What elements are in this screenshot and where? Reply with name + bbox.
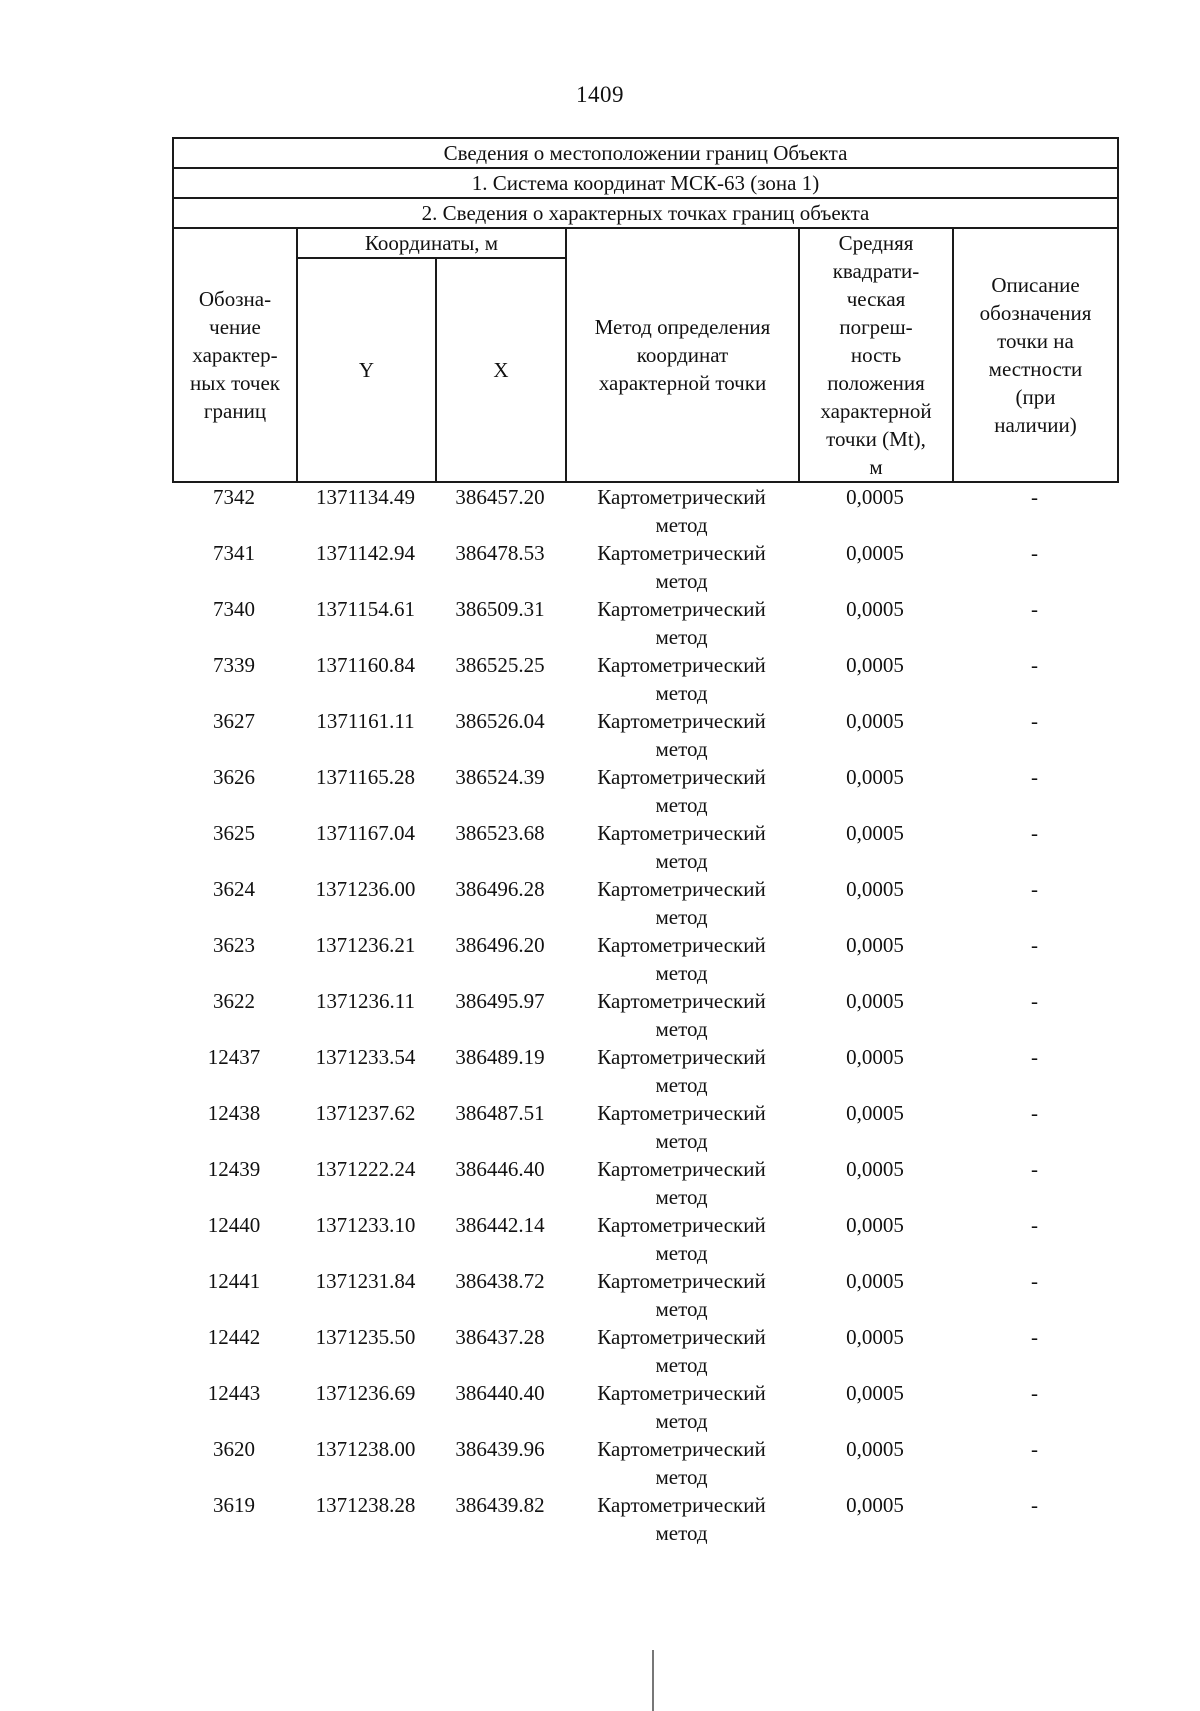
method-cell: Картометрический метод (597, 1381, 766, 1433)
coord-y-cell: 1371233.10 (315, 1213, 416, 1237)
mean-error-cell: 0,0005 (846, 877, 904, 901)
table-row (172, 1267, 1117, 1323)
table-header (172, 137, 1119, 483)
point-id-cell: 7341 (213, 541, 255, 565)
coord-y-cell: 1371235.50 (315, 1325, 416, 1349)
table-row (172, 483, 1117, 539)
method-cell: Картометрический метод (597, 1157, 766, 1209)
table-row (172, 875, 1117, 931)
point-description-cell: - (1031, 1493, 1038, 1517)
page-number: 1409 (576, 82, 624, 107)
coord-y-cell: 1371236.11 (316, 989, 415, 1013)
point-description-cell: - (1031, 1325, 1038, 1349)
y-header: Y (297, 258, 436, 482)
mean-error-cell: 0,0005 (846, 597, 904, 621)
coordinate-system: 1. Система координат МСК-63 (зона 1) (173, 168, 1118, 198)
table-row (172, 1099, 1117, 1155)
table-row (172, 707, 1117, 763)
point-description-cell: - (1031, 709, 1038, 733)
table-row (172, 1155, 1117, 1211)
point-id-cell: 3619 (213, 1493, 255, 1517)
method-cell: Картометрический метод (597, 1325, 766, 1377)
method-cell: Картометрический метод (597, 1493, 766, 1545)
point-id-cell: 3627 (213, 709, 255, 733)
point-id-cell: 3622 (213, 989, 255, 1013)
coord-x-cell: 386457.20 (455, 485, 545, 509)
coord-x-cell: 386496.28 (455, 877, 545, 901)
mean-error-cell: 0,0005 (846, 1213, 904, 1237)
coord-x-cell: 386439.96 (455, 1437, 545, 1461)
coord-x-cell: 386478.53 (455, 541, 545, 565)
point-description-cell: - (1031, 1045, 1038, 1069)
method-cell: Картометрический метод (597, 709, 766, 761)
coord-x-cell: 386487.51 (455, 1101, 545, 1125)
point-description-cell: - (1031, 653, 1038, 677)
point-description-cell: - (1031, 821, 1038, 845)
coord-x-cell: 386496.20 (455, 933, 545, 957)
coord-x-cell: 386446.40 (455, 1157, 545, 1181)
coordinates-header: Координаты, м (297, 228, 566, 258)
table-row (172, 763, 1117, 819)
point-description-cell: - (1031, 541, 1038, 565)
table-row (172, 1043, 1117, 1099)
mean-error-cell: 0,0005 (846, 1101, 904, 1125)
x-header: X (436, 258, 566, 482)
mean-error-cell: 0,0005 (846, 541, 904, 565)
point-id-cell: 3624 (213, 877, 255, 901)
method-cell: Картометрический метод (597, 653, 766, 705)
method-cell: Картометрический метод (597, 989, 766, 1041)
coord-x-cell: 386526.04 (455, 709, 545, 733)
method-cell: Картометрический метод (597, 933, 766, 985)
mean-error-cell: 0,0005 (846, 1325, 904, 1349)
method-cell: Картометрический метод (597, 765, 766, 817)
table-row (172, 1435, 1117, 1491)
method-cell: Картометрический метод (597, 1269, 766, 1321)
mean-error-header: Средняя квадрати- ческая погреш- ность положения характерной точки (Mt), м (799, 228, 953, 482)
point-description-cell: - (1031, 765, 1038, 789)
point-id-cell: 12439 (207, 1157, 261, 1181)
mean-error-cell: 0,0005 (846, 1381, 904, 1405)
table-row (172, 1211, 1117, 1267)
coord-y-cell: 1371237.62 (315, 1101, 416, 1125)
coord-x-cell: 386523.68 (455, 821, 545, 845)
table-row (172, 651, 1117, 707)
point-description-cell: - (1031, 877, 1038, 901)
method-cell: Картометрический метод (597, 821, 766, 873)
point-id-cell: 12443 (207, 1381, 261, 1405)
table-row (172, 987, 1117, 1043)
point-designation-header: Обозна- чение характер- ных точек границ (173, 228, 297, 482)
point-id-cell: 12442 (207, 1325, 261, 1349)
point-description-cell: - (1031, 933, 1038, 957)
point-description-cell: - (1031, 1213, 1038, 1237)
point-description-cell: - (1031, 1437, 1038, 1461)
table-row (172, 931, 1117, 987)
point-description-cell: - (1031, 989, 1038, 1013)
boundary-table (172, 137, 1117, 1547)
coord-x-cell: 386489.19 (455, 1045, 545, 1069)
table-row (172, 1379, 1117, 1435)
mean-error-cell: 0,0005 (846, 1437, 904, 1461)
mean-error-cell: 0,0005 (846, 821, 904, 845)
mean-error-cell: 0,0005 (846, 485, 904, 509)
coord-x-cell: 386440.40 (455, 1381, 545, 1405)
method-cell: Картометрический метод (597, 485, 766, 537)
coord-y-cell: 1371233.54 (315, 1045, 416, 1069)
point-description-cell: - (1031, 1269, 1038, 1293)
coord-x-cell: 386509.31 (455, 597, 545, 621)
mean-error-cell: 0,0005 (846, 765, 904, 789)
coord-y-cell: 1371165.28 (316, 765, 415, 789)
table-row (172, 1491, 1117, 1547)
coord-x-cell: 386439.82 (455, 1493, 545, 1517)
coord-x-cell: 386495.97 (455, 989, 545, 1013)
coord-y-cell: 1371161.11 (316, 709, 415, 733)
coord-y-cell: 1371236.69 (315, 1381, 416, 1405)
point-description-cell: - (1031, 597, 1038, 621)
method-cell: Картометрический метод (597, 877, 766, 929)
coord-x-cell: 386438.72 (455, 1269, 545, 1293)
method-cell: Картометрический метод (597, 1213, 766, 1265)
table-row (172, 595, 1117, 651)
method-cell: Картометрический метод (597, 541, 766, 593)
point-description-cell: - (1031, 1381, 1038, 1405)
coord-y-cell: 1371134.49 (316, 485, 415, 509)
point-id-cell: 12441 (207, 1269, 261, 1293)
mean-error-cell: 0,0005 (846, 1269, 904, 1293)
point-id-cell: 12440 (207, 1213, 261, 1237)
point-id-cell: 12438 (207, 1101, 261, 1125)
description-header: Описание обозначения точки на местности (при наличии) (953, 228, 1118, 482)
point-description-cell: - (1031, 485, 1038, 509)
method-header: Метод определения координат характерной точки (566, 228, 799, 482)
coord-y-cell: 1371238.00 (315, 1437, 416, 1461)
points-section-title: 2. Сведения о характерных точках границ объекта (173, 198, 1118, 228)
point-id-cell: 3623 (213, 933, 255, 957)
point-id-cell: 7340 (213, 597, 255, 621)
point-description-cell: - (1031, 1101, 1038, 1125)
mean-error-cell: 0,0005 (846, 1493, 904, 1517)
coord-y-cell: 1371231.84 (315, 1269, 416, 1293)
coord-y-cell: 1371160.84 (316, 653, 415, 677)
coord-y-cell: 1371167.04 (316, 821, 415, 845)
point-id-cell: 7339 (213, 653, 255, 677)
coord-y-cell: 1371236.00 (315, 877, 416, 901)
mean-error-cell: 0,0005 (846, 709, 904, 733)
method-cell: Картометрический метод (597, 1045, 766, 1097)
point-id-cell: 3620 (213, 1437, 255, 1461)
scan-artifact (652, 1650, 654, 1711)
point-description-cell: - (1031, 1157, 1038, 1181)
mean-error-cell: 0,0005 (846, 933, 904, 957)
coord-x-cell: 386442.14 (455, 1213, 545, 1237)
mean-error-cell: 0,0005 (846, 989, 904, 1013)
method-cell: Картометрический метод (597, 597, 766, 649)
method-cell: Картометрический метод (597, 1101, 766, 1153)
mean-error-cell: 0,0005 (846, 1045, 904, 1069)
coord-x-cell: 386525.25 (455, 653, 545, 677)
table-row (172, 1323, 1117, 1379)
coord-y-cell: 1371238.28 (315, 1493, 416, 1517)
point-id-cell: 3625 (213, 821, 255, 845)
coord-y-cell: 1371154.61 (316, 597, 415, 621)
coord-y-cell: 1371222.24 (315, 1157, 416, 1181)
point-id-cell: 7342 (213, 485, 255, 509)
mean-error-cell: 0,0005 (846, 653, 904, 677)
table-row (172, 539, 1117, 595)
mean-error-cell: 0,0005 (846, 1157, 904, 1181)
point-id-cell: 12437 (207, 1045, 261, 1069)
coord-x-cell: 386524.39 (455, 765, 545, 789)
method-cell: Картометрический метод (597, 1437, 766, 1489)
coord-y-cell: 1371142.94 (316, 541, 415, 565)
table-row (172, 819, 1117, 875)
coord-y-cell: 1371236.21 (315, 933, 416, 957)
coord-x-cell: 386437.28 (455, 1325, 545, 1349)
table-title: Сведения о местоположении границ Объекта (173, 138, 1118, 168)
point-id-cell: 3626 (213, 765, 255, 789)
table-body (172, 483, 1117, 1547)
